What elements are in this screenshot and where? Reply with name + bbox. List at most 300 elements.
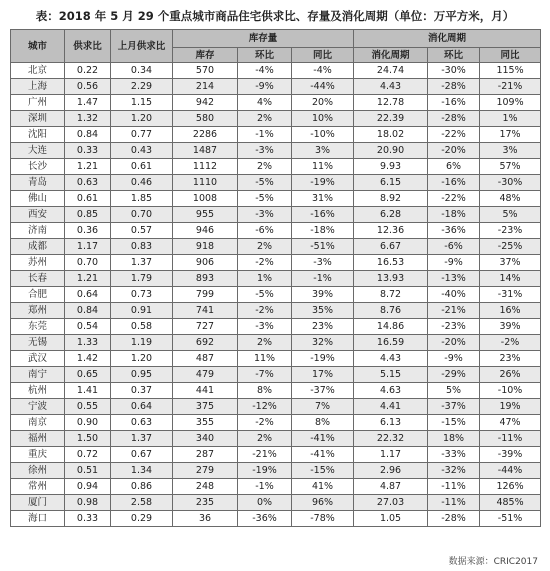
supply-inventory-table <box>10 29 541 527</box>
cycle-cell: 4.43 <box>354 351 428 367</box>
inventory-mom-cell: 11% <box>238 351 292 367</box>
cycle-yoy-cell: -30% <box>480 175 541 191</box>
inventory-mom-cell: 2% <box>238 431 292 447</box>
cycle-yoy-cell: 39% <box>480 319 541 335</box>
supply-demand-cell: 0.51 <box>65 463 111 479</box>
inventory-yoy-cell: -19% <box>292 351 354 367</box>
inventory-mom-cell: 2% <box>238 111 292 127</box>
cycle-mom-cell: -28% <box>428 79 480 95</box>
city-cell: 福州 <box>11 431 65 447</box>
inventory-yoy-cell: 96% <box>292 495 354 511</box>
table-row <box>11 255 541 271</box>
inventory-yoy-cell: -37% <box>292 383 354 399</box>
inventory-yoy-cell: 11% <box>292 159 354 175</box>
inventory-yoy-cell: 8% <box>292 415 354 431</box>
city-cell: 无锡 <box>11 335 65 351</box>
cycle-yoy-cell: 115% <box>480 63 541 79</box>
city-cell: 长沙 <box>11 159 65 175</box>
cycle-yoy-cell: -39% <box>480 447 541 463</box>
city-cell: 宁波 <box>11 399 65 415</box>
inventory-yoy-cell: -51% <box>292 239 354 255</box>
cycle-cell: 6.28 <box>354 207 428 223</box>
inventory-cell: 248 <box>173 479 238 495</box>
city-cell: 东莞 <box>11 319 65 335</box>
inventory-mom-cell: -4% <box>238 63 292 79</box>
supply-demand-cell: 0.56 <box>65 79 111 95</box>
table-row <box>11 479 541 495</box>
cycle-mom-cell: -28% <box>428 111 480 127</box>
city-cell: 南宁 <box>11 367 65 383</box>
city-cell: 合肥 <box>11 287 65 303</box>
inventory-cell: 235 <box>173 495 238 511</box>
table-row <box>11 287 541 303</box>
table-row <box>11 175 541 191</box>
cycle-cell: 4.41 <box>354 399 428 415</box>
cycle-mom-cell: -28% <box>428 511 480 527</box>
cycle-yoy-cell: -21% <box>480 79 541 95</box>
inventory-yoy-cell: -3% <box>292 255 354 271</box>
inventory-cell: 487 <box>173 351 238 367</box>
inventory-cell: 1112 <box>173 159 238 175</box>
header-inventory: 库存 <box>173 48 238 63</box>
city-cell: 郑州 <box>11 303 65 319</box>
prev-supply-demand-cell: 0.77 <box>111 127 173 143</box>
inventory-yoy-cell: 7% <box>292 399 354 415</box>
inventory-cell: 799 <box>173 287 238 303</box>
inventory-mom-cell: -2% <box>238 303 292 319</box>
city-cell: 海口 <box>11 511 65 527</box>
inventory-mom-cell: -9% <box>238 79 292 95</box>
inventory-mom-cell: -2% <box>238 255 292 271</box>
cycle-yoy-cell: 485% <box>480 495 541 511</box>
supply-demand-cell: 0.94 <box>65 479 111 495</box>
inventory-cell: 942 <box>173 95 238 111</box>
inventory-yoy-cell: 32% <box>292 335 354 351</box>
city-cell: 南京 <box>11 415 65 431</box>
cycle-mom-cell: -40% <box>428 287 480 303</box>
supply-demand-cell: 0.98 <box>65 495 111 511</box>
table-row <box>11 495 541 511</box>
cycle-cell: 6.15 <box>354 175 428 191</box>
cycle-cell: 6.67 <box>354 239 428 255</box>
prev-supply-demand-cell: 0.58 <box>111 319 173 335</box>
inventory-cell: 340 <box>173 431 238 447</box>
table-row <box>11 239 541 255</box>
supply-demand-cell: 1.21 <box>65 271 111 287</box>
table-row <box>11 431 541 447</box>
table-row <box>11 383 541 399</box>
inventory-cell: 580 <box>173 111 238 127</box>
supply-demand-cell: 1.47 <box>65 95 111 111</box>
cycle-mom-cell: -33% <box>428 447 480 463</box>
cycle-yoy-cell: 57% <box>480 159 541 175</box>
prev-supply-demand-cell: 0.43 <box>111 143 173 159</box>
cycle-cell: 4.63 <box>354 383 428 399</box>
city-cell: 常州 <box>11 479 65 495</box>
inventory-cell: 441 <box>173 383 238 399</box>
table-row <box>11 79 541 95</box>
inventory-mom-cell: -1% <box>238 127 292 143</box>
table-row <box>11 207 541 223</box>
cycle-yoy-cell: -51% <box>480 511 541 527</box>
city-cell: 成都 <box>11 239 65 255</box>
cycle-mom-cell: -11% <box>428 495 480 511</box>
prev-supply-demand-cell: 0.64 <box>111 399 173 415</box>
inventory-yoy-cell: -4% <box>292 63 354 79</box>
cycle-mom-cell: -9% <box>428 351 480 367</box>
inventory-cell: 692 <box>173 335 238 351</box>
prev-supply-demand-cell: 0.70 <box>111 207 173 223</box>
cycle-cell: 24.74 <box>354 63 428 79</box>
inventory-mom-cell: -12% <box>238 399 292 415</box>
supply-demand-cell: 0.54 <box>65 319 111 335</box>
supply-demand-cell: 1.42 <box>65 351 111 367</box>
cycle-mom-cell: -30% <box>428 63 480 79</box>
table-header <box>11 30 541 63</box>
cycle-cell: 1.05 <box>354 511 428 527</box>
cycle-mom-cell: 18% <box>428 431 480 447</box>
table-row <box>11 303 541 319</box>
cycle-mom-cell: -13% <box>428 271 480 287</box>
supply-demand-cell: 0.64 <box>65 287 111 303</box>
inventory-yoy-cell: 41% <box>292 479 354 495</box>
inventory-cell: 287 <box>173 447 238 463</box>
inventory-yoy-cell: -10% <box>292 127 354 143</box>
table-row <box>11 143 541 159</box>
inventory-mom-cell: -36% <box>238 511 292 527</box>
supply-demand-cell: 0.36 <box>65 223 111 239</box>
cycle-cell: 27.03 <box>354 495 428 511</box>
cycle-cell: 22.32 <box>354 431 428 447</box>
cycle-yoy-cell: 126% <box>480 479 541 495</box>
city-cell: 上海 <box>11 79 65 95</box>
city-cell: 大连 <box>11 143 65 159</box>
table-body <box>11 63 541 527</box>
cycle-mom-cell: 6% <box>428 159 480 175</box>
prev-supply-demand-cell: 0.29 <box>111 511 173 527</box>
supply-demand-cell: 0.84 <box>65 127 111 143</box>
cycle-yoy-cell: 19% <box>480 399 541 415</box>
city-cell: 西安 <box>11 207 65 223</box>
inventory-mom-cell: 2% <box>238 239 292 255</box>
city-cell: 沈阳 <box>11 127 65 143</box>
prev-supply-demand-cell: 0.67 <box>111 447 173 463</box>
cycle-yoy-cell: 16% <box>480 303 541 319</box>
inventory-cell: 214 <box>173 79 238 95</box>
prev-supply-demand-cell: 1.15 <box>111 95 173 111</box>
inventory-yoy-cell: 31% <box>292 191 354 207</box>
table-row <box>11 351 541 367</box>
inventory-mom-cell: -3% <box>238 207 292 223</box>
prev-supply-demand-cell: 2.29 <box>111 79 173 95</box>
supply-demand-cell: 0.85 <box>65 207 111 223</box>
cycle-cell: 1.17 <box>354 447 428 463</box>
city-cell: 长春 <box>11 271 65 287</box>
cycle-cell: 8.76 <box>354 303 428 319</box>
cycle-yoy-cell: -44% <box>480 463 541 479</box>
table-row <box>11 223 541 239</box>
inventory-cell: 741 <box>173 303 238 319</box>
cycle-yoy-cell: -2% <box>480 335 541 351</box>
inventory-mom-cell: 2% <box>238 335 292 351</box>
supply-demand-cell: 1.17 <box>65 239 111 255</box>
cycle-mom-cell: -21% <box>428 303 480 319</box>
supply-demand-cell: 0.84 <box>65 303 111 319</box>
cycle-yoy-cell: 17% <box>480 127 541 143</box>
inventory-mom-cell: 4% <box>238 95 292 111</box>
supply-demand-cell: 1.50 <box>65 431 111 447</box>
prev-supply-demand-cell: 0.91 <box>111 303 173 319</box>
table-row <box>11 271 541 287</box>
supply-demand-cell: 1.21 <box>65 159 111 175</box>
supply-demand-cell: 0.33 <box>65 143 111 159</box>
prev-supply-demand-cell: 0.83 <box>111 239 173 255</box>
prev-supply-demand-cell: 0.86 <box>111 479 173 495</box>
cycle-mom-cell: -22% <box>428 191 480 207</box>
cycle-yoy-cell: 48% <box>480 191 541 207</box>
header-city: 城市 <box>11 30 65 63</box>
cycle-yoy-cell: 47% <box>480 415 541 431</box>
inventory-yoy-cell: -1% <box>292 271 354 287</box>
supply-demand-cell: 1.32 <box>65 111 111 127</box>
inventory-cell: 1110 <box>173 175 238 191</box>
table-row <box>11 159 541 175</box>
cycle-mom-cell: -23% <box>428 319 480 335</box>
cycle-mom-cell: -36% <box>428 223 480 239</box>
inventory-yoy-cell: 39% <box>292 287 354 303</box>
city-cell: 杭州 <box>11 383 65 399</box>
cycle-mom-cell: -32% <box>428 463 480 479</box>
inventory-cell: 955 <box>173 207 238 223</box>
prev-supply-demand-cell: 1.20 <box>111 111 173 127</box>
city-cell: 佛山 <box>11 191 65 207</box>
table-row <box>11 447 541 463</box>
cycle-yoy-cell: -31% <box>480 287 541 303</box>
cycle-mom-cell: -20% <box>428 143 480 159</box>
header-cycle: 消化周期 <box>354 48 428 63</box>
inventory-cell: 918 <box>173 239 238 255</box>
prev-supply-demand-cell: 1.85 <box>111 191 173 207</box>
cycle-mom-cell: 5% <box>428 383 480 399</box>
cycle-cell: 9.93 <box>354 159 428 175</box>
prev-supply-demand-cell: 1.37 <box>111 431 173 447</box>
cycle-cell: 13.93 <box>354 271 428 287</box>
table-row <box>11 127 541 143</box>
cycle-cell: 14.86 <box>354 319 428 335</box>
inventory-yoy-cell: 35% <box>292 303 354 319</box>
inventory-mom-cell: -6% <box>238 223 292 239</box>
cycle-mom-cell: -16% <box>428 95 480 111</box>
inventory-mom-cell: -5% <box>238 287 292 303</box>
supply-demand-cell: 0.63 <box>65 175 111 191</box>
cycle-yoy-cell: 5% <box>480 207 541 223</box>
inventory-cell: 906 <box>173 255 238 271</box>
table-row <box>11 511 541 527</box>
header-cycle-group: 消化周期 <box>354 30 541 48</box>
city-cell: 广州 <box>11 95 65 111</box>
supply-demand-cell: 0.33 <box>65 511 111 527</box>
table-row <box>11 95 541 111</box>
inventory-mom-cell: 0% <box>238 495 292 511</box>
inventory-yoy-cell: 10% <box>292 111 354 127</box>
cycle-mom-cell: -22% <box>428 127 480 143</box>
cycle-cell: 4.87 <box>354 479 428 495</box>
inventory-yoy-cell: -18% <box>292 223 354 239</box>
inventory-mom-cell: -1% <box>238 479 292 495</box>
prev-supply-demand-cell: 1.79 <box>111 271 173 287</box>
inventory-mom-cell: -3% <box>238 143 292 159</box>
cycle-cell: 16.53 <box>354 255 428 271</box>
cycle-yoy-cell: -25% <box>480 239 541 255</box>
inventory-yoy-cell: 17% <box>292 367 354 383</box>
prev-supply-demand-cell: 0.37 <box>111 383 173 399</box>
cycle-yoy-cell: 3% <box>480 143 541 159</box>
city-cell: 济南 <box>11 223 65 239</box>
inventory-cell: 355 <box>173 415 238 431</box>
cycle-yoy-cell: -23% <box>480 223 541 239</box>
cycle-mom-cell: -11% <box>428 479 480 495</box>
inventory-cell: 727 <box>173 319 238 335</box>
supply-demand-cell: 1.33 <box>65 335 111 351</box>
inventory-mom-cell: 2% <box>238 159 292 175</box>
cycle-yoy-cell: 14% <box>480 271 541 287</box>
inventory-mom-cell: -5% <box>238 191 292 207</box>
table-title: 表：2018 年 5 月 29 个重点城市商品住宅供求比、存量及消化周期（单位：万平方米，月） <box>35 9 515 23</box>
header-inventory-group: 库存量 <box>173 30 354 48</box>
table-row <box>11 63 541 79</box>
cycle-yoy-cell: 23% <box>480 351 541 367</box>
inventory-cell: 570 <box>173 63 238 79</box>
supply-demand-cell: 0.61 <box>65 191 111 207</box>
header-cycle-mom: 环比 <box>428 48 480 63</box>
prev-supply-demand-cell: 0.34 <box>111 63 173 79</box>
inventory-yoy-cell: -44% <box>292 79 354 95</box>
inventory-cell: 279 <box>173 463 238 479</box>
cycle-yoy-cell: -11% <box>480 431 541 447</box>
cycle-mom-cell: -29% <box>428 367 480 383</box>
inventory-yoy-cell: -16% <box>292 207 354 223</box>
table-row <box>11 335 541 351</box>
inventory-mom-cell: -5% <box>238 175 292 191</box>
cycle-cell: 12.78 <box>354 95 428 111</box>
prev-supply-demand-cell: 1.20 <box>111 351 173 367</box>
cycle-yoy-cell: 26% <box>480 367 541 383</box>
inventory-yoy-cell: -15% <box>292 463 354 479</box>
header-inventory-yoy: 同比 <box>292 48 354 63</box>
prev-supply-demand-cell: 0.46 <box>111 175 173 191</box>
inventory-yoy-cell: -19% <box>292 175 354 191</box>
table-row <box>11 399 541 415</box>
cycle-mom-cell: -20% <box>428 335 480 351</box>
table-row <box>11 319 541 335</box>
supply-demand-cell: 0.72 <box>65 447 111 463</box>
prev-supply-demand-cell: 0.73 <box>111 287 173 303</box>
city-cell: 北京 <box>11 63 65 79</box>
cycle-yoy-cell: 1% <box>480 111 541 127</box>
header-cycle-yoy: 同比 <box>480 48 541 63</box>
inventory-mom-cell: 1% <box>238 271 292 287</box>
supply-demand-cell: 0.70 <box>65 255 111 271</box>
cycle-cell: 18.02 <box>354 127 428 143</box>
inventory-cell: 893 <box>173 271 238 287</box>
inventory-mom-cell: -2% <box>238 415 292 431</box>
prev-supply-demand-cell: 0.63 <box>111 415 173 431</box>
table-row <box>11 415 541 431</box>
city-cell: 重庆 <box>11 447 65 463</box>
inventory-cell: 2286 <box>173 127 238 143</box>
inventory-yoy-cell: -78% <box>292 511 354 527</box>
city-cell: 苏州 <box>11 255 65 271</box>
city-cell: 青岛 <box>11 175 65 191</box>
table-row <box>11 111 541 127</box>
prev-supply-demand-cell: 0.61 <box>111 159 173 175</box>
header-prev-supply-demand: 上月供求比 <box>111 30 173 63</box>
city-cell: 武汉 <box>11 351 65 367</box>
cycle-cell: 16.59 <box>354 335 428 351</box>
cycle-yoy-cell: 37% <box>480 255 541 271</box>
table-row <box>11 463 541 479</box>
cycle-yoy-cell: 109% <box>480 95 541 111</box>
header-inventory-mom: 环比 <box>238 48 292 63</box>
cycle-cell: 22.39 <box>354 111 428 127</box>
inventory-yoy-cell: -41% <box>292 447 354 463</box>
inventory-mom-cell: -21% <box>238 447 292 463</box>
cycle-mom-cell: -15% <box>428 415 480 431</box>
prev-supply-demand-cell: 0.57 <box>111 223 173 239</box>
inventory-mom-cell: -19% <box>238 463 292 479</box>
cycle-mom-cell: -9% <box>428 255 480 271</box>
supply-demand-cell: 0.22 <box>65 63 111 79</box>
source-note: 数据来源：CRIC2017 <box>448 557 538 567</box>
prev-supply-demand-cell: 2.58 <box>111 495 173 511</box>
inventory-cell: 36 <box>173 511 238 527</box>
inventory-cell: 375 <box>173 399 238 415</box>
cycle-cell: 2.96 <box>354 463 428 479</box>
cycle-cell: 12.36 <box>354 223 428 239</box>
cycle-cell: 20.90 <box>354 143 428 159</box>
inventory-mom-cell: 8% <box>238 383 292 399</box>
inventory-yoy-cell: 3% <box>292 143 354 159</box>
inventory-cell: 1487 <box>173 143 238 159</box>
cycle-mom-cell: -16% <box>428 175 480 191</box>
inventory-cell: 946 <box>173 223 238 239</box>
supply-demand-cell: 0.90 <box>65 415 111 431</box>
table-row <box>11 191 541 207</box>
cycle-cell: 8.72 <box>354 287 428 303</box>
table-row <box>11 367 541 383</box>
cycle-yoy-cell: -10% <box>480 383 541 399</box>
prev-supply-demand-cell: 0.95 <box>111 367 173 383</box>
header-supply-demand: 供求比 <box>65 30 111 63</box>
inventory-cell: 479 <box>173 367 238 383</box>
prev-supply-demand-cell: 1.19 <box>111 335 173 351</box>
supply-demand-cell: 1.41 <box>65 383 111 399</box>
city-cell: 徐州 <box>11 463 65 479</box>
cycle-mom-cell: -6% <box>428 239 480 255</box>
cycle-mom-cell: -37% <box>428 399 480 415</box>
inventory-cell: 1008 <box>173 191 238 207</box>
cycle-cell: 5.15 <box>354 367 428 383</box>
cycle-cell: 6.13 <box>354 415 428 431</box>
cycle-cell: 8.92 <box>354 191 428 207</box>
inventory-mom-cell: -7% <box>238 367 292 383</box>
city-cell: 厦门 <box>11 495 65 511</box>
supply-demand-cell: 0.65 <box>65 367 111 383</box>
cycle-cell: 4.43 <box>354 79 428 95</box>
city-cell: 深圳 <box>11 111 65 127</box>
prev-supply-demand-cell: 1.34 <box>111 463 173 479</box>
cycle-mom-cell: -18% <box>428 207 480 223</box>
